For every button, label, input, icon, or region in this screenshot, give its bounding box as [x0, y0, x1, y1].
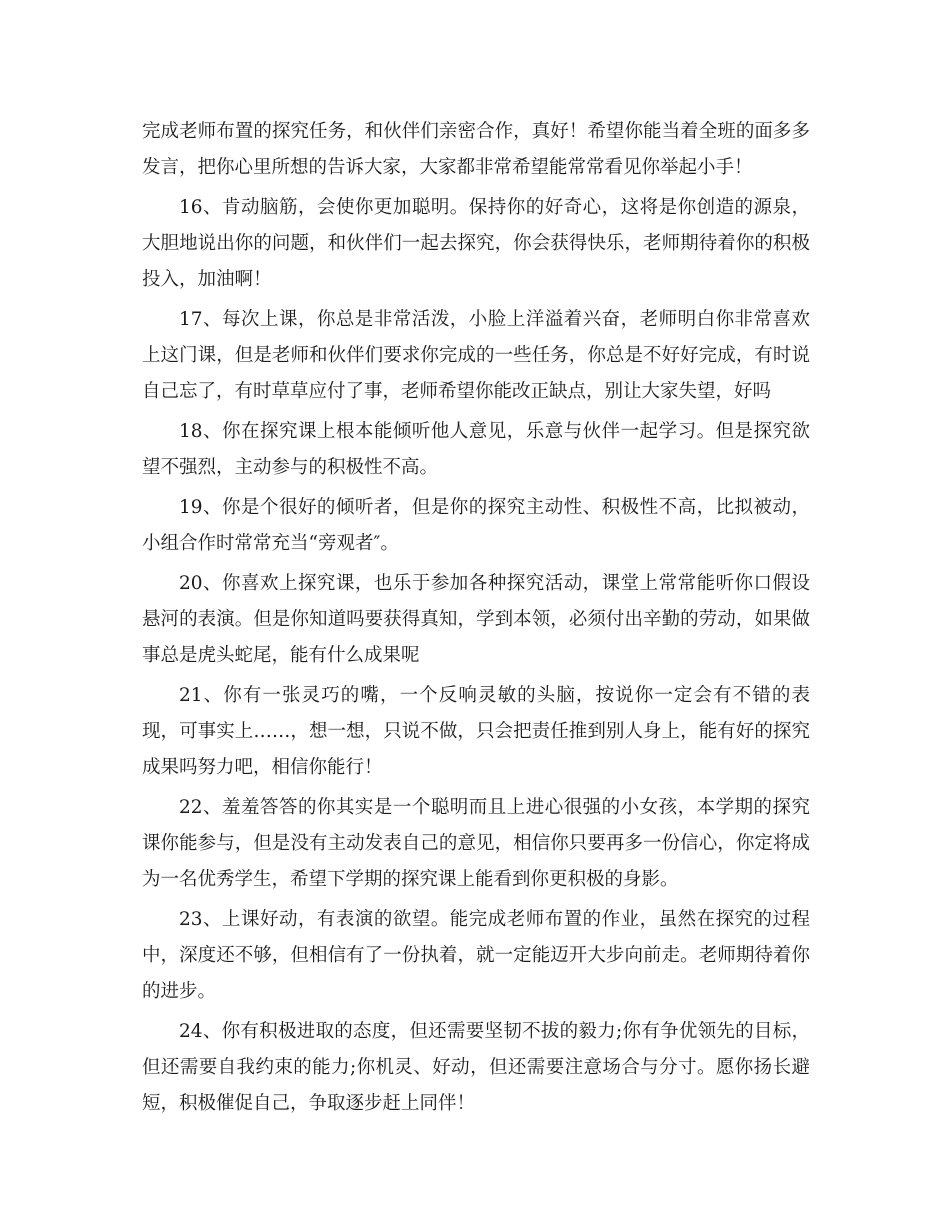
paragraph-17: 17、每次上课，你总是非常活泼，小脸上洋溢着兴奋，老师明白你非常喜欢上这门课，但是老师和伙伴们要求你完成的一些任务，你总是不好好完成，有时说自己忘了，有时草草应付了事，老师希望你能改正缺点，别让大家失望，好吗: [142, 309, 810, 402]
paragraph-19: 19、你是个很好的倾听者，但是你的探究主动性、积极性不高，比拟被动，小组合作时常常充当“旁观者″。: [142, 497, 810, 554]
paragraph-20: 20、你喜欢上探究课，也乐于参加各种探究活动，课堂上常常能听你口假设悬河的表演。但是你知道吗要获得真知，学到本领，必须付出辛勤的劳动，如果做事总是虎头蛇尾，能有什么成果呢: [142, 573, 810, 666]
paragraph-24: 24、你有积极进取的态度，但还需要坚韧不拔的毅力;你有争优领先的目标，但还需要自我约束的能力;你机灵、好动，但还需要注意场合与分寸。愿你扬长避短，积极催促自己，争取逐步赶上同伴！: [142, 1021, 810, 1114]
paragraph-15-continuation: 完成老师布置的探究任务，和伙伴们亲密合作，真好！希望你能当着全班的面多多发言，把你心里所想的告诉大家，大家都非常希望能常常看见你举起小手！: [142, 121, 810, 178]
paragraph-23: 23、上课好动，有表演的欲望。能完成老师布置的作业，虽然在探究的过程中，深度还不够，但相信有了一份执着，就一定能迈开大步向前走。老师期待着你的进步。: [142, 909, 810, 1002]
paragraph-22: 22、羞羞答答的你其实是一个聪明而且上进心很强的小女孩，本学期的探究课你能参与，但是没有主动发表自己的意见，相信你只要再多一份信心，你定将成为一名优秀学生，希望下学期的探究课上能看到你更积极的身影。: [142, 797, 810, 890]
document-body: [142, 114, 810, 1126]
paragraph-16: 16、肯动脑筋，会使你更加聪明。保持你的好奇心，这将是你创造的源泉，大胆地说出你的问题，和伙伴们一起去探究，你会获得快乐，老师期待着你的积极投入，加油啊！: [142, 197, 810, 290]
paragraph-21: 21、你有一张灵巧的嘴，一个反响灵敏的头脑，按说你一定会有不错的表现，可事实上……，想一想，只说不做，只会把责任推到别人身上，能有好的探究成果吗努力吧，相信你能行！: [142, 685, 810, 778]
paragraph-18: 18、你在探究课上根本能倾听他人意见，乐意与伙伴一起学习。但是探究欲望不强烈，主动参与的积极性不高。: [142, 421, 810, 478]
